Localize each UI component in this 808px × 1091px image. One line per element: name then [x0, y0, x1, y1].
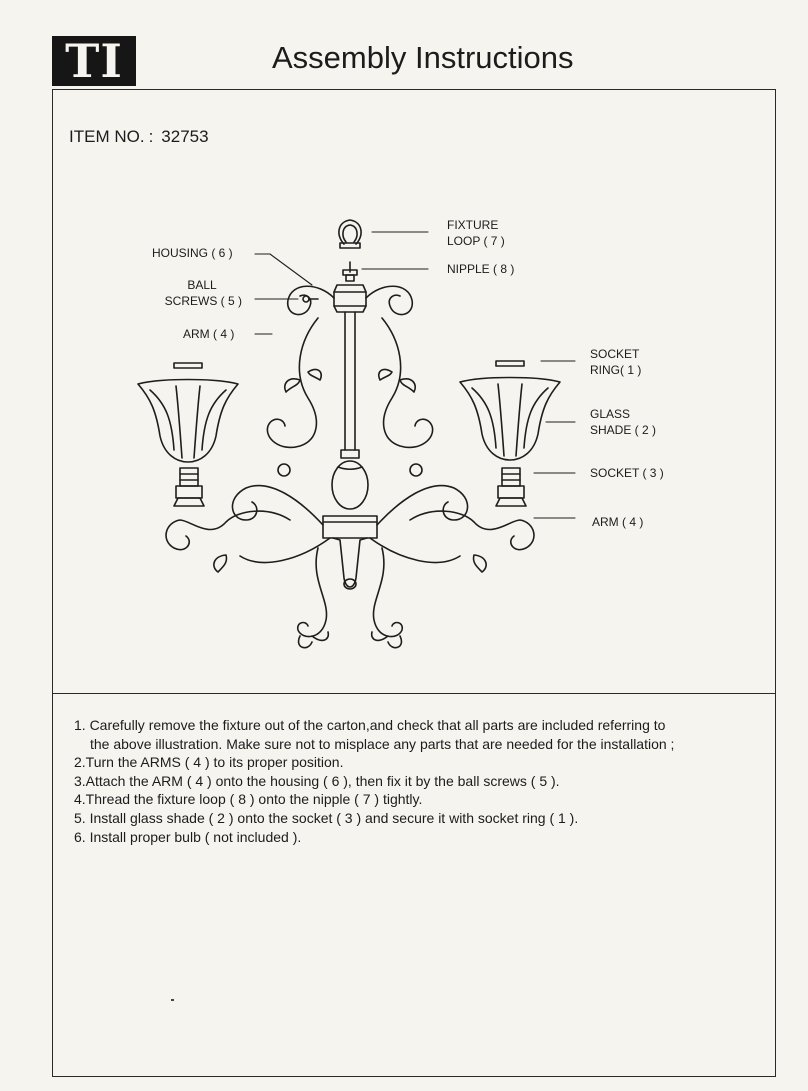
right-light: [460, 361, 560, 506]
label-ball-screws: [160, 277, 242, 309]
item-number-label: ITEM NO.: [69, 127, 145, 146]
instruction-step-2: 2.Turn the ARMS ( 4 ) to its proper position.: [74, 754, 344, 771]
label-fixture-loop: [447, 217, 505, 249]
left-light: [138, 363, 238, 506]
label-nipple: NIPPLE ( 8 ): [447, 262, 515, 276]
label-arm-right: ARM ( 4 ): [592, 515, 644, 529]
paper-speck: [171, 999, 174, 1001]
label-socket-ring-line2: RING( 1 ): [590, 363, 642, 377]
brand-logo: TI: [52, 36, 136, 86]
upper-scrolls: [267, 286, 432, 476]
label-socket-ring: [590, 346, 641, 378]
label-socket: SOCKET ( 3 ): [590, 466, 664, 480]
label-glass-shade-line2: SHADE ( 2 ): [590, 423, 657, 437]
leader-lines: [255, 232, 575, 518]
instruction-step-6: 6. Install proper bulb ( not included ).: [74, 828, 302, 845]
instruction-step-3: 3.Attach the ARM ( 4 ) onto the housing ( 6 ), then fix it by the ball screws ( 5 ).: [74, 772, 560, 789]
label-fixture-loop-line2: LOOP ( 7 ): [447, 234, 505, 248]
instruction-step-1: 1. Carefully remove the fixture out of the carton,and check that all parts are included referring to: [74, 717, 666, 733]
instruction-step-1-continued: the above illustration. Make sure not to misplace any parts that are needed for the installation ;: [90, 735, 675, 752]
housing: [323, 285, 377, 589]
page-title: Assembly Instructions: [272, 40, 574, 75]
label-ball-screws-line2: SCREWS ( 5 ): [164, 294, 242, 308]
left-arm: [166, 486, 330, 648]
instruction-list: [74, 716, 674, 846]
label-glass-shade: [590, 406, 656, 438]
item-number-separator: :: [148, 127, 154, 146]
label-housing: HOUSING ( 6 ): [152, 246, 233, 260]
right-arm: [370, 486, 534, 648]
instruction-step-4: 4.Thread the fixture loop ( 8 ) onto the nipple ( 7 ) tightly.: [74, 791, 423, 808]
label-fixture-loop-line1: FIXTURE: [447, 218, 499, 232]
instruction-step-5: 5. Install glass shade ( 2 ) onto the socket ( 3 ) and secure it with socket ring ( 1 ).: [74, 809, 579, 826]
item-number-value: 32753: [161, 127, 209, 146]
nipple: [343, 262, 357, 281]
label-ball-screws-line1: BALL: [187, 278, 217, 292]
label-arm-left: ARM ( 4 ): [183, 327, 235, 341]
fixture-loop: [339, 220, 361, 248]
label-socket-ring-line1: SOCKET: [590, 347, 640, 361]
label-glass-shade-line1: GLASS: [590, 407, 631, 421]
